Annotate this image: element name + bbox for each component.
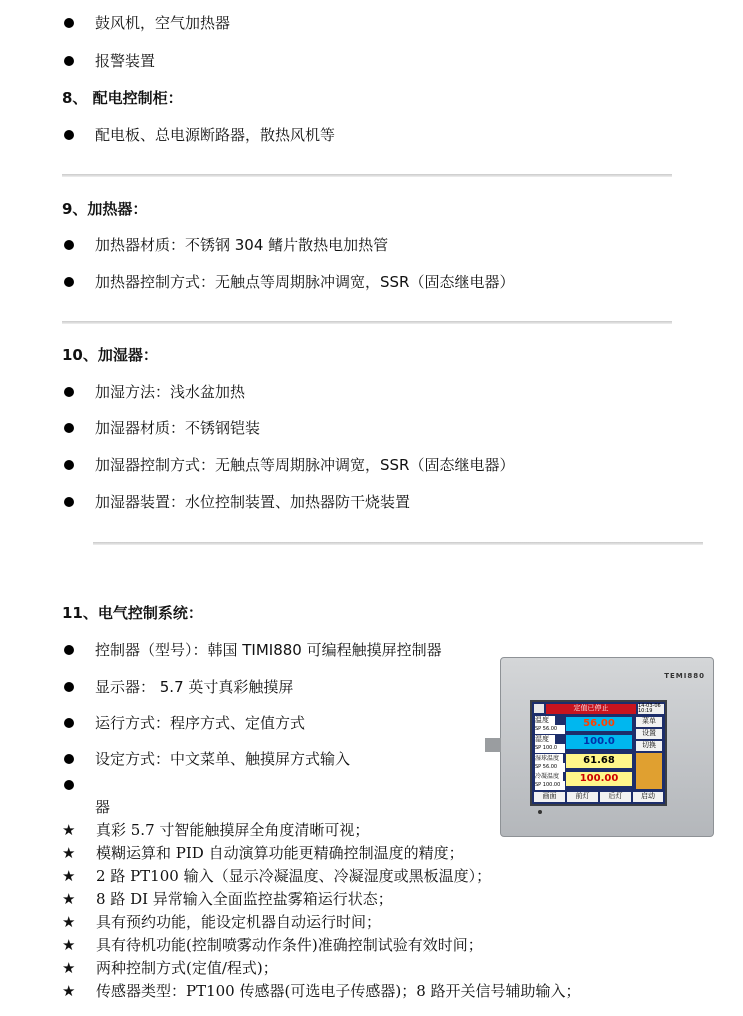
list-item: 器 bbox=[95, 798, 111, 816]
bullet bbox=[64, 240, 74, 250]
section-heading: 10、加湿器： bbox=[62, 346, 158, 364]
feature-item: 2 路 PT100 输入（显示冷凝温度、冷凝湿度或黑板温度）； bbox=[96, 867, 492, 885]
list-item: 加热器控制方式：无触点等周期脉冲调宽，SSR（固态继电器） bbox=[95, 273, 515, 291]
list-item: 运行方式：程序方式、定值方式 bbox=[95, 714, 306, 732]
feature-item: 两种控制方式(定值/程式)； bbox=[96, 959, 278, 977]
list-item: 加湿器控制方式：无触点等周期脉冲调宽，SSR（固态继电器） bbox=[95, 456, 515, 474]
list-item: 控制器（型号）：韩国 TIMI880 可编程触摸屏控制器 bbox=[95, 641, 442, 659]
screen-label-wetbulb: 湿球温度 bbox=[535, 754, 563, 763]
list-item: 加热器材质：不锈钢 304 鳍片散热电加热管 bbox=[95, 236, 389, 254]
bullet bbox=[64, 754, 74, 764]
star-icon: ★ bbox=[62, 890, 76, 908]
list-item: 设定方式：中文菜单、触摸屏方式输入 bbox=[95, 750, 351, 768]
list-item: 配电板、总电源断路器，散热风机等 bbox=[95, 126, 336, 144]
screen-sp-wetbulb: SP 56.00 bbox=[535, 763, 565, 772]
screen-label-temp: 温度 bbox=[535, 716, 555, 725]
screen-button-rear-light: 后灯 bbox=[600, 792, 631, 802]
star-icon: ★ bbox=[62, 959, 76, 977]
screen-value-humidity: 100.0 bbox=[566, 735, 632, 749]
bullet bbox=[64, 277, 74, 287]
feature-item: 传感器类型：PT100 传感器(可选电子传感器)；8 路开关信号辅助输入； bbox=[96, 982, 581, 1000]
screen-side-panel bbox=[636, 753, 662, 789]
screen-sp-humidity: SP 100.0 bbox=[535, 744, 565, 753]
list-item: 报警装置 bbox=[95, 52, 156, 70]
screen-button-start: 启动 bbox=[633, 792, 663, 802]
screen-label-condense: 冷凝温度 bbox=[535, 772, 563, 781]
list-item: 加湿方法：浅水盆加热 bbox=[95, 383, 246, 401]
screen-button-menu: 菜单 bbox=[636, 717, 662, 727]
screen-title: 定值已停止 bbox=[546, 704, 636, 714]
device-brand-label: TEMI880 bbox=[664, 672, 705, 680]
screen-label-humidity: 湿度 bbox=[535, 735, 555, 744]
bullet bbox=[64, 18, 74, 28]
feature-item: 真彩 5.7 寸智能触摸屏全角度清晰可视； bbox=[96, 821, 370, 839]
screen-button-front-light: 前灯 bbox=[567, 792, 598, 802]
divider bbox=[93, 542, 703, 545]
list-item: 显示器： 5.7 英寸真彩触摸屏 bbox=[95, 678, 294, 696]
list-item: 加湿器装置：水位控制装置、加热器防干烧装置 bbox=[95, 493, 411, 511]
screen-value-wetbulb: 61.68 bbox=[566, 754, 632, 768]
bullet bbox=[64, 718, 74, 728]
screen-logo bbox=[534, 704, 544, 713]
bullet bbox=[64, 645, 74, 655]
device-screen bbox=[530, 700, 667, 806]
list-item: 加湿器材质：不锈钢铠装 bbox=[95, 419, 261, 437]
feature-item: 8 路 DI 异常输入全面监控盐雾箱运行状态； bbox=[96, 890, 393, 908]
screen-value-temp: 56.00 bbox=[566, 717, 632, 731]
bullet bbox=[64, 56, 74, 66]
screen-value-condense: 100.00 bbox=[566, 772, 632, 786]
star-icon: ★ bbox=[62, 936, 76, 954]
section-heading: 11、电气控制系统： bbox=[62, 604, 203, 622]
screen-button-settings: 设置 bbox=[636, 729, 662, 739]
feature-item: 模糊运算和 PID 自动演算功能更精确控制温度的精度； bbox=[96, 844, 464, 862]
list-item: 鼓风机，空气加热器 bbox=[95, 14, 231, 32]
controller-device-image bbox=[500, 657, 714, 837]
screen-time: 14-03-06 10:19 bbox=[638, 704, 664, 714]
star-icon: ★ bbox=[62, 867, 76, 885]
divider bbox=[62, 321, 672, 324]
bullet bbox=[64, 423, 74, 433]
bullet bbox=[64, 682, 74, 692]
star-icon: ★ bbox=[62, 844, 76, 862]
section-heading: 9、加热器： bbox=[62, 200, 148, 218]
feature-item: 具有待机功能(控制喷雾动作条件)准确控制试验有效时间； bbox=[96, 936, 483, 954]
divider bbox=[62, 174, 672, 177]
device-side-mount bbox=[485, 738, 501, 752]
bullet bbox=[64, 460, 74, 470]
bullet bbox=[64, 497, 74, 507]
bullet bbox=[64, 130, 74, 140]
star-icon: ★ bbox=[62, 821, 76, 839]
bullet bbox=[64, 780, 74, 790]
screen-sp-condense: SP 100.00 bbox=[535, 781, 565, 790]
screen-sp-temp: SP 56.00 bbox=[535, 725, 565, 734]
section-heading: 8、 配电控制柜： bbox=[62, 89, 183, 107]
star-icon: ★ bbox=[62, 913, 76, 931]
star-icon: ★ bbox=[62, 982, 76, 1000]
bullet bbox=[64, 387, 74, 397]
device-indicator-led bbox=[538, 810, 542, 814]
screen-button-view: 画面 bbox=[534, 792, 565, 802]
feature-item: 具有预约功能，能设定机器自动运行时间； bbox=[96, 913, 382, 931]
screen-button-switch: 切换 bbox=[636, 741, 662, 751]
